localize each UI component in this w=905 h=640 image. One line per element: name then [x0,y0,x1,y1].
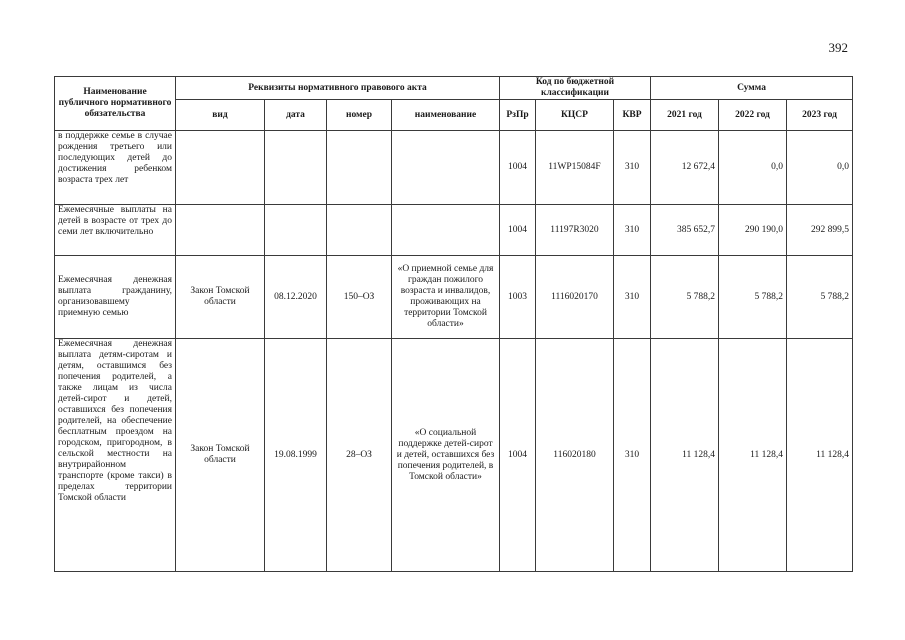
act-number: 28–ОЗ [327,339,392,572]
act-type: Закон Томской области [176,256,265,339]
act-date: 08.12.2020 [265,256,327,339]
kcsr-code: 11197R3020 [536,205,614,256]
sum-2021: 5 788,2 [651,256,719,339]
header-2023: 2023 год [787,100,853,131]
act-number [327,131,392,205]
sum-2021: 12 672,4 [651,131,719,205]
kcsr-code: 116020180 [536,339,614,572]
table-row [55,339,853,572]
header-act-details: Реквизиты нормативного правового акта [176,77,500,100]
act-number: 150–ОЗ [327,256,392,339]
sum-2023: 292 899,5 [787,205,853,256]
act-type: Закон Томской области [176,339,265,572]
sum-2023: 11 128,4 [787,339,853,572]
header-vid: вид [176,100,265,131]
sum-2023: 0,0 [787,131,853,205]
header-budget-code: Код по бюджетной классификации [500,77,651,100]
act-type [176,131,265,205]
obligation-name: Ежемесячная денежная выплата гражданину, организовавшему приемную семью [55,256,176,339]
table-row [55,205,853,256]
header-kvr: КВР [614,100,651,131]
header-kcsr: КЦСР [536,100,614,131]
sum-2021: 385 652,7 [651,205,719,256]
act-title [392,131,500,205]
act-date [265,205,327,256]
act-title [392,205,500,256]
header-data: дата [265,100,327,131]
act-date: 19.08.1999 [265,339,327,572]
act-type [176,205,265,256]
header-2022: 2022 год [719,100,787,131]
sum-2022: 11 128,4 [719,339,787,572]
obligation-name: в поддержке семье в случае рождения третьего или последующих детей до достижения ребенком возраста трех лет [55,131,176,205]
act-title: «О приемной семье для граждан пожилого возраста и инвалидов, проживающих на территории Томской области» [392,256,500,339]
obligation-name: Ежемесячная денежная выплата детям-сиротам и детям, оставшимся без попечения родителей, а также лицам из числа детей-сирот и детей, оставшихся без попечения родителей, на обеспечение бесплатным проездом на городском, пригородном, в сельской местности на внутрирайонном транспорте (кроме такси) в пределах территории Томской области [55,339,176,572]
sum-2022: 5 788,2 [719,256,787,339]
kcsr-code: 11WP15084F [536,131,614,205]
header-sum: Сумма [651,77,853,100]
kvr-code: 310 [614,205,651,256]
sum-2021: 11 128,4 [651,339,719,572]
kvr-code: 310 [614,339,651,572]
sum-2023: 5 788,2 [787,256,853,339]
header-nomer: номер [327,100,392,131]
rzpr-code: 1004 [500,205,536,256]
header-naimenovanie: наименование [392,100,500,131]
kvr-code: 310 [614,256,651,339]
header-obligation-name: Наименование публичного нормативного обязательства [55,77,176,131]
table-row [55,256,853,339]
rzpr-code: 1003 [500,256,536,339]
sum-2022: 290 190,0 [719,205,787,256]
act-number [327,205,392,256]
kvr-code: 310 [614,131,651,205]
sum-2022: 0,0 [719,131,787,205]
obligation-name: Ежемесячные выплаты на детей в возрасте от трех до семи лет включительно [55,205,176,256]
budget-obligations-table [54,76,853,572]
rzpr-code: 1004 [500,339,536,572]
kcsr-code: 1116020170 [536,256,614,339]
act-date [265,131,327,205]
page-number: 392 [828,40,848,55]
act-title: «О социальной поддержке детей-сирот и детей, оставшихся без попечения родителей, в Томской области» [392,339,500,572]
rzpr-code: 1004 [500,131,536,205]
table-row [55,131,853,205]
header-2021: 2021 год [651,100,719,131]
header-rzpr: РзПр [500,100,536,131]
